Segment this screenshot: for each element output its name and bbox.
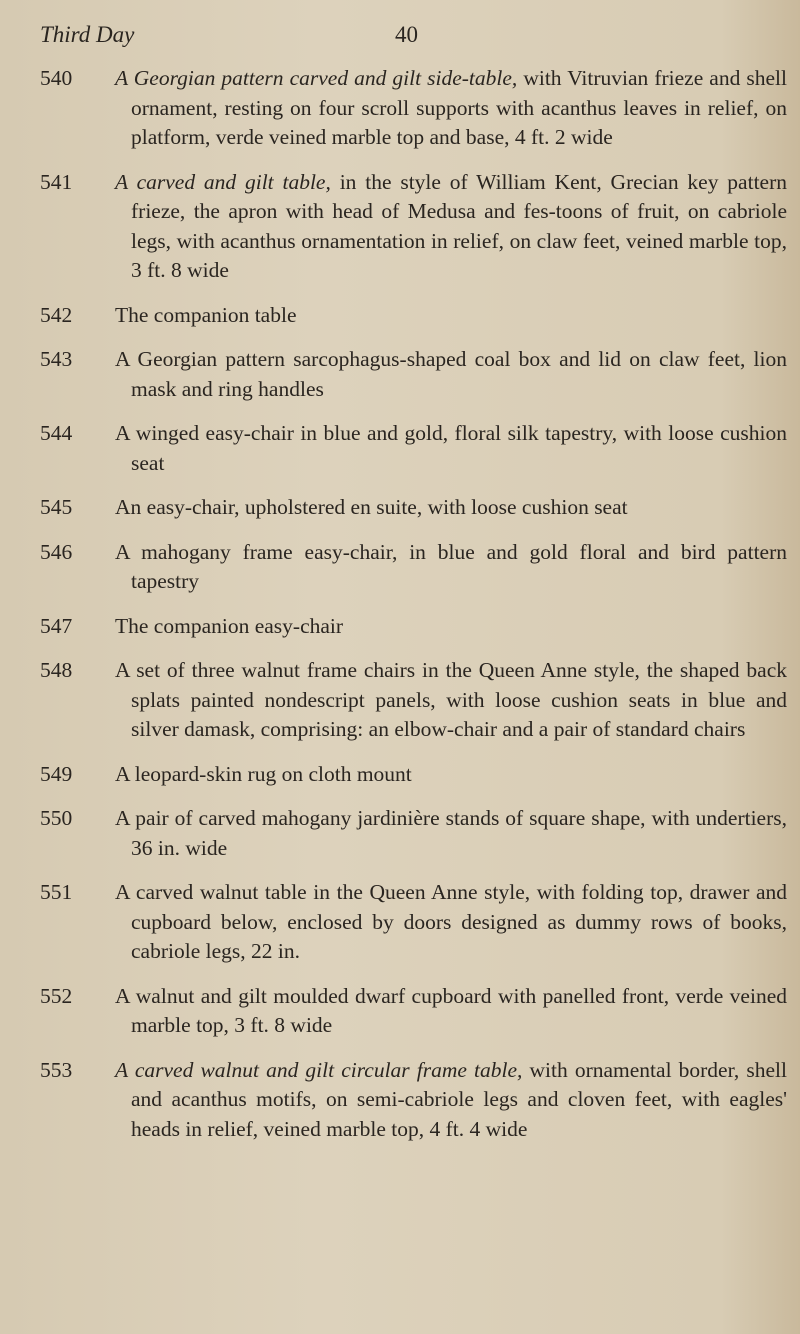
lot-description	[115, 419, 787, 478]
lot-item	[0, 64, 800, 153]
lot-text: A carved walnut table in the Queen Anne style, with folding top, drawer and cupboard below, enclosed by doors designed as dummy rows of books, cabriole legs, 22 in.	[115, 880, 787, 963]
lot-title: A carved walnut and gilt circular frame table,	[115, 1057, 523, 1082]
lot-item	[0, 345, 800, 404]
lot-description	[115, 612, 787, 642]
lot-text: A leopard-skin rug on cloth mount	[115, 761, 412, 786]
lot-description	[115, 538, 787, 597]
lot-description	[115, 656, 787, 745]
lot-description	[115, 1056, 787, 1145]
page-header	[40, 22, 418, 48]
lot-description	[115, 493, 787, 523]
lot-item	[0, 538, 800, 597]
lot-number: 546	[40, 539, 73, 564]
lot-number: 548	[40, 658, 73, 682]
lot-number: 550	[40, 806, 73, 830]
lot-number: 542	[40, 302, 73, 327]
lot-item	[0, 982, 800, 1041]
lot-text: with Vitruvian frieze and shell ornament, resting on four scroll supports with acanthus leaves in relief, on platform, verde veined marble top and base, 4 ft. 2 wide	[131, 66, 787, 149]
lot-description	[115, 345, 787, 404]
lot-title: A carved and gilt table,	[115, 169, 331, 194]
lot-item	[0, 419, 800, 478]
lot-item	[0, 612, 800, 642]
lot-item	[0, 301, 800, 331]
lot-text: in the style of William Kent, Grecian key pattern frieze, the apron with head of Medusa and fes-toons of fruit, on cabriole legs, with acanthus ornamentation in relief, on claw feet, veined marble top, 3 ft. 8 wide	[131, 169, 787, 282]
lot-number: 549	[40, 761, 73, 786]
lot-number: 553	[40, 1057, 73, 1082]
lot-text: A Georgian pattern sarcophagus-shaped coal box and lid on claw feet, lion mask and ring handles	[115, 347, 787, 401]
lot-item	[0, 804, 800, 863]
lot-description	[115, 878, 787, 967]
lot-number: 545	[40, 495, 73, 519]
lot-list	[0, 64, 800, 1159]
lot-item	[0, 656, 800, 745]
lot-number: 543	[40, 347, 73, 371]
lot-text: The companion table	[115, 302, 297, 327]
lot-number: 551	[40, 880, 73, 904]
running-title: Third Day	[40, 22, 135, 47]
lot-description	[115, 804, 787, 863]
lot-description	[115, 982, 787, 1041]
lot-description	[115, 301, 787, 331]
lot-number: 541	[40, 169, 73, 194]
lot-description	[115, 64, 787, 153]
lot-text: The companion easy-chair	[115, 613, 344, 638]
lot-text: An easy-chair, upholstered en suite, with loose cushion seat	[115, 495, 628, 519]
lot-description	[115, 760, 787, 790]
lot-item	[0, 760, 800, 790]
lot-number: 547	[40, 613, 73, 638]
lot-text: A walnut and gilt moulded dwarf cupboard with panelled front, verde veined marble top, 3 ft. 8 wide	[115, 983, 787, 1037]
lot-item	[0, 1056, 800, 1145]
lot-text: A winged easy-chair in blue and gold, floral silk tapestry, with loose cushion seat	[115, 421, 787, 475]
lot-item	[0, 493, 800, 523]
lot-item	[0, 168, 800, 286]
lot-text: A pair of carved mahogany jardinière stands of square shape, with undertiers, 36 in. wide	[115, 806, 787, 860]
lot-title: A Georgian pattern carved and gilt side-table,	[115, 66, 518, 90]
lot-text: with ornamental border, shell and acanthus motifs, on semi-cabriole legs and cloven feet, with eagles' heads in relief, veined marble top, 4 ft. 4 wide	[131, 1057, 787, 1141]
lot-number: 544	[40, 421, 73, 445]
lot-number: 540	[40, 66, 73, 90]
lot-item	[0, 878, 800, 967]
page-number: 40	[395, 22, 418, 47]
lot-description	[115, 168, 787, 286]
lot-text: A set of three walnut frame chairs in the Queen Anne style, the shaped back splats painted nondescript panels, with loose cushion seats in blue and silver damask, comprising: an elbow-chair and a pair of standard chairs	[115, 658, 787, 741]
lot-text: A mahogany frame easy-chair, in blue and gold floral and bird pattern tapestry	[115, 539, 787, 593]
lot-number: 552	[40, 983, 73, 1008]
